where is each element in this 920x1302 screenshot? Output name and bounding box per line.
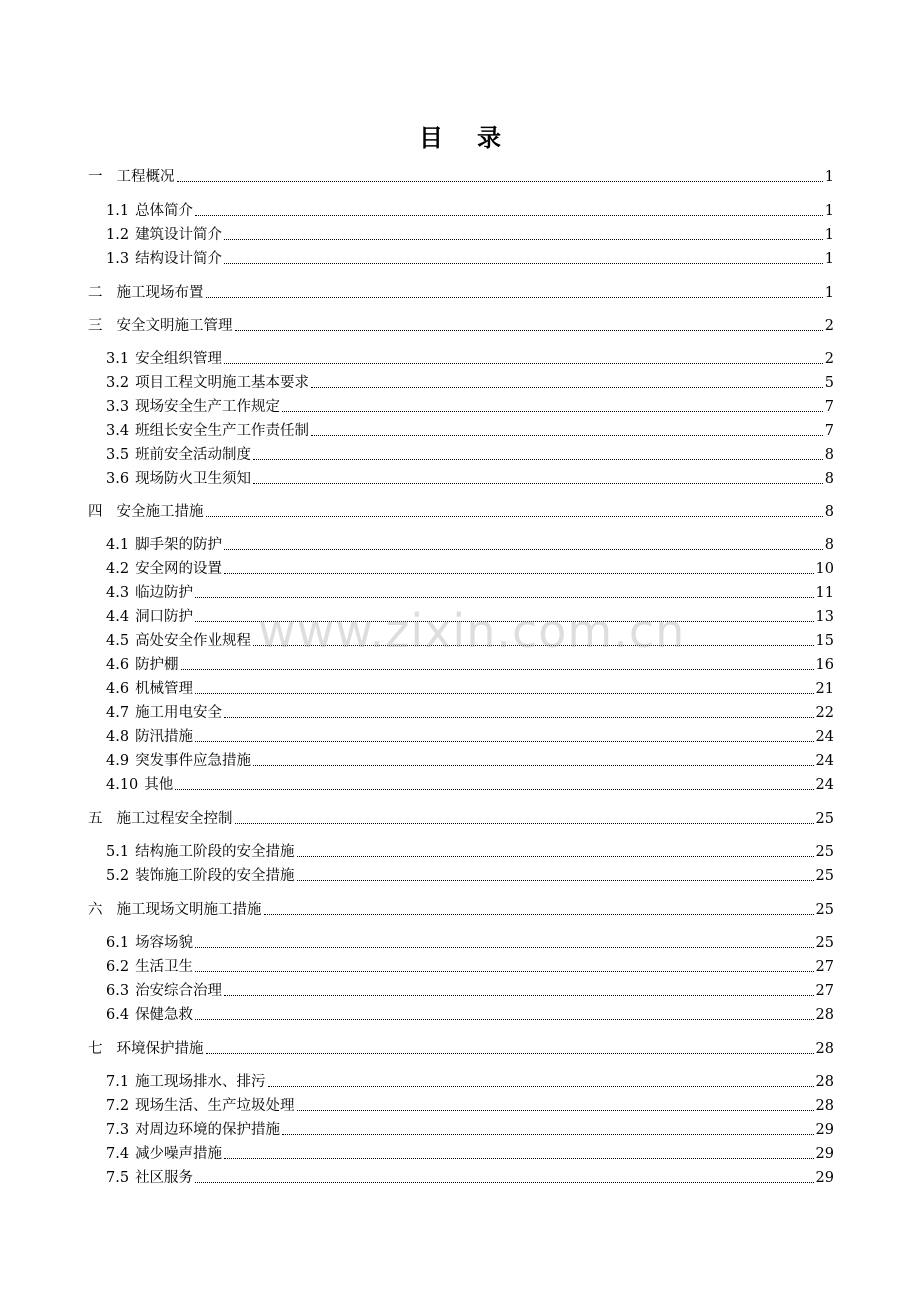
toc-entry-page: 1 — [824, 227, 834, 243]
toc-dot-leader — [264, 913, 814, 915]
toc-dot-leader — [206, 1052, 814, 1054]
toc-dot-leader — [253, 482, 823, 484]
toc-entry-page: 29 — [815, 1122, 834, 1138]
toc-entry-number: 6.1 — [106, 935, 130, 951]
toc-entry[interactable] — [106, 979, 834, 1001]
toc-entry-number: 4.2 — [106, 561, 130, 577]
toc-entry[interactable] — [106, 395, 834, 417]
toc-entry-number: 1.1 — [106, 203, 130, 219]
toc-entry-number: 五 — [88, 811, 103, 827]
toc-entry-page: 28 — [815, 1007, 834, 1023]
toc-entry-page: 8 — [824, 447, 834, 463]
toc-dot-leader — [282, 410, 823, 412]
toc-entry-number: 4.7 — [106, 705, 130, 721]
toc-entry-page: 25 — [815, 935, 834, 951]
toc-dot-leader — [195, 214, 823, 216]
toc-entry-label: 安全网的设置 — [135, 561, 223, 577]
toc-entry-label: 环境保护措施 — [116, 1041, 204, 1057]
toc-entry-label: 结构施工阶段的安全措施 — [135, 844, 295, 860]
toc-entry-label: 机械管理 — [135, 681, 194, 697]
toc-dot-leader — [206, 515, 823, 517]
toc-entry[interactable] — [106, 223, 834, 245]
toc-entry-label: 建筑设计简介 — [135, 227, 223, 243]
toc-entry[interactable] — [106, 347, 834, 369]
toc-entry-page: 25 — [815, 902, 834, 918]
toc-dot-leader — [297, 879, 814, 881]
toc-entry-page: 28 — [815, 1041, 834, 1057]
toc-entry-page: 27 — [815, 983, 834, 999]
toc-entry[interactable] — [106, 1003, 834, 1025]
toc-entry[interactable] — [88, 314, 834, 336]
toc-entry-page: 15 — [815, 633, 834, 649]
toc-entry-label: 装饰施工阶段的安全措施 — [135, 868, 295, 884]
toc-dot-leader — [224, 238, 823, 240]
toc-entry[interactable] — [88, 500, 834, 522]
toc-entry[interactable] — [106, 864, 834, 886]
toc-entry-number: 四 — [88, 504, 103, 520]
toc-entry-label: 安全文明施工管理 — [116, 318, 233, 334]
watermark: www.zixin.com.cn — [258, 604, 686, 658]
toc-entry-number: 3.2 — [106, 375, 130, 391]
toc-entry-number: 1.2 — [106, 227, 130, 243]
toc-entry-page: 21 — [815, 681, 834, 697]
toc-entry-label: 施工过程安全控制 — [116, 811, 233, 827]
toc-entry-page: 11 — [815, 585, 834, 601]
toc-entry-number: 六 — [88, 902, 103, 918]
toc-entry-label: 现场生活、生产垃圾处理 — [135, 1098, 295, 1114]
toc-dot-leader — [224, 548, 823, 550]
toc-dot-leader — [224, 362, 823, 364]
toc-entry-page: 27 — [815, 959, 834, 975]
toc-entry-label: 施工现场布置 — [116, 285, 204, 301]
toc-entry-page: 7 — [824, 399, 834, 415]
toc-entry-page: 8 — [824, 504, 834, 520]
toc-entry-page: 8 — [824, 471, 834, 487]
toc-entry[interactable] — [88, 1037, 834, 1059]
toc-dot-leader — [235, 329, 823, 331]
toc-entry-number: 7.2 — [106, 1098, 130, 1114]
toc-entry[interactable] — [106, 840, 834, 862]
toc-entry[interactable] — [106, 199, 834, 221]
toc-entry[interactable] — [106, 247, 834, 269]
toc-dot-leader — [268, 1085, 814, 1087]
toc-dot-leader — [311, 386, 823, 388]
toc-entry[interactable] — [106, 533, 834, 555]
toc-entry-number: 3.4 — [106, 423, 130, 439]
toc-dot-leader — [282, 1133, 813, 1135]
toc-entry-label: 总体简介 — [135, 203, 194, 219]
toc-entry-number: 7.5 — [106, 1170, 130, 1186]
toc-entry-label: 其他 — [144, 777, 174, 793]
toc-entry[interactable] — [106, 725, 834, 747]
toc-entry[interactable] — [106, 1070, 834, 1092]
toc-dot-leader — [177, 180, 823, 182]
toc-entry-number: 7.3 — [106, 1122, 130, 1138]
toc-entry-page: 7 — [824, 423, 834, 439]
toc-entry-label: 工程概况 — [116, 169, 175, 185]
toc-entry-label: 社区服务 — [135, 1170, 194, 1186]
toc-entry-page: 1 — [824, 251, 834, 267]
toc-entry[interactable] — [106, 701, 834, 723]
toc-entry-label: 项目工程文明施工基本要求 — [135, 375, 310, 391]
toc-dot-leader — [224, 572, 813, 574]
toc-entry-label: 现场防火卫生须知 — [135, 471, 252, 487]
toc-dot-leader — [195, 946, 813, 948]
toc-entry-page: 25 — [815, 811, 834, 827]
toc-dot-leader — [224, 994, 813, 996]
toc-entry-number: 3.6 — [106, 471, 130, 487]
toc-entry[interactable] — [106, 581, 834, 603]
toc-dot-leader — [311, 434, 823, 436]
toc-dot-leader — [175, 788, 813, 790]
toc-dot-leader — [195, 596, 813, 598]
toc-entry-page: 16 — [815, 657, 834, 673]
toc-entry-label: 现场安全生产工作规定 — [135, 399, 281, 415]
toc-entry-page: 10 — [815, 561, 834, 577]
toc-entry-page: 13 — [815, 609, 834, 625]
toc-entry-label: 安全施工措施 — [116, 504, 204, 520]
toc-entry-number: 6.3 — [106, 983, 130, 999]
toc-entry-number: 3.1 — [106, 351, 130, 367]
toc-dot-leader — [224, 716, 813, 718]
toc-entry-label: 施工现场排水、排污 — [135, 1074, 266, 1090]
toc-entry-page: 25 — [815, 868, 834, 884]
toc-entry-page: 29 — [815, 1146, 834, 1162]
toc-entry-label: 班前安全活动制度 — [135, 447, 252, 463]
toc-entry-label: 对周边环境的保护措施 — [135, 1122, 281, 1138]
title-char-1: 目 — [419, 123, 443, 152]
toc-entry[interactable] — [88, 898, 834, 920]
toc-entry-page: 22 — [815, 705, 834, 721]
toc-entry[interactable] — [106, 677, 834, 699]
toc-entry-label: 防护棚 — [135, 657, 179, 673]
toc-entry-label: 施工用电安全 — [135, 705, 223, 721]
toc-entry[interactable] — [88, 807, 834, 829]
toc-entry-label: 安全组织管理 — [135, 351, 223, 367]
toc-entry-number: 4.9 — [106, 753, 130, 769]
toc-entry[interactable] — [106, 1166, 834, 1188]
toc-entry-label: 施工现场文明施工措施 — [116, 902, 262, 918]
toc-entry[interactable] — [106, 749, 834, 771]
toc-entry-label: 脚手架的防护 — [135, 537, 223, 553]
toc-entry-number: 4.6 — [106, 657, 130, 673]
page-title — [0, 118, 920, 153]
toc-dot-leader — [181, 668, 814, 670]
toc-entry-number: 4.8 — [106, 729, 130, 745]
toc-entry-page: 28 — [815, 1074, 834, 1090]
toc-entry-number: 7.4 — [106, 1146, 130, 1162]
toc-entry[interactable] — [106, 419, 834, 441]
toc-entry-number: 6.2 — [106, 959, 130, 975]
toc-entry[interactable] — [106, 467, 834, 489]
toc-entry[interactable] — [106, 1142, 834, 1164]
toc-dot-leader — [297, 1109, 814, 1111]
toc-entry-page: 28 — [815, 1098, 834, 1114]
toc-entry-page: 1 — [824, 285, 834, 301]
toc-entry[interactable] — [88, 165, 834, 187]
toc-entry-page: 25 — [815, 844, 834, 860]
toc-entry-label: 场容场貌 — [135, 935, 194, 951]
toc-entry[interactable] — [106, 557, 834, 579]
toc-dot-leader — [253, 458, 823, 460]
toc-entry[interactable] — [88, 281, 834, 303]
toc-dot-leader — [224, 262, 823, 264]
toc-entry-number: 5.2 — [106, 868, 130, 884]
toc-entry-label: 洞口防护 — [135, 609, 194, 625]
toc-dot-leader — [195, 740, 813, 742]
toc-entry-label: 防汛措施 — [135, 729, 194, 745]
toc-entry-page: 29 — [815, 1170, 834, 1186]
toc-entry[interactable] — [106, 371, 834, 393]
toc-entry-page: 1 — [824, 169, 834, 185]
toc-dot-leader — [195, 970, 813, 972]
toc-entry-number: 4.6 — [106, 681, 130, 697]
toc-dot-leader — [195, 1018, 813, 1020]
toc-entry-label: 保健急救 — [135, 1007, 194, 1023]
toc-entry-page: 1 — [824, 203, 834, 219]
toc-entry-page: 24 — [815, 729, 834, 745]
title-char-2: 录 — [477, 123, 501, 152]
toc-entry-page: 2 — [824, 351, 834, 367]
toc-dot-leader — [235, 822, 814, 824]
toc-entry-label: 结构设计简介 — [135, 251, 223, 267]
toc-dot-leader — [253, 764, 813, 766]
toc-entry-number: 4.5 — [106, 633, 130, 649]
toc-entry-number: 三 — [88, 318, 103, 334]
toc-entry-label: 治安综合治理 — [135, 983, 223, 999]
toc-entry-number: 7.1 — [106, 1074, 130, 1090]
toc-entry[interactable] — [106, 443, 834, 465]
toc-entry-number: 3.5 — [106, 447, 130, 463]
toc-entry[interactable] — [106, 955, 834, 977]
toc-entry-number: 6.4 — [106, 1007, 130, 1023]
toc-dot-leader — [195, 1181, 813, 1183]
toc-entry-number: 1.3 — [106, 251, 130, 267]
toc-entry-number: 4.1 — [106, 537, 130, 553]
toc-entry-number: 4.3 — [106, 585, 130, 601]
toc-entry-number: 一 — [88, 169, 103, 185]
toc-entry-number: 4.10 — [106, 777, 139, 793]
toc-entry[interactable] — [106, 1118, 834, 1140]
toc-entry-number: 3.3 — [106, 399, 130, 415]
toc-entry-label: 生活卫生 — [135, 959, 194, 975]
toc-entry[interactable] — [106, 773, 834, 795]
toc-entry-label: 突发事件应急措施 — [135, 753, 252, 769]
toc-entry-page: 24 — [815, 777, 834, 793]
toc-entry-number: 二 — [88, 285, 103, 301]
toc-entry[interactable] — [106, 931, 834, 953]
toc-entry-page: 24 — [815, 753, 834, 769]
toc-entry-page: 5 — [824, 375, 834, 391]
toc-entry-label: 高处安全作业规程 — [135, 633, 252, 649]
toc-dot-leader — [206, 296, 823, 298]
toc-entry-label: 班组长安全生产工作责任制 — [135, 423, 310, 439]
toc-entry-number: 5.1 — [106, 844, 130, 860]
toc-entry-number: 4.4 — [106, 609, 130, 625]
toc-entry-page: 8 — [824, 537, 834, 553]
toc-entry-number: 七 — [88, 1041, 103, 1057]
toc-dot-leader — [297, 855, 814, 857]
toc-entry-label: 临边防护 — [135, 585, 194, 601]
toc-entry-label: 减少噪声措施 — [135, 1146, 223, 1162]
toc-entry[interactable] — [106, 1094, 834, 1116]
toc-entry-page: 2 — [824, 318, 834, 334]
toc-dot-leader — [195, 692, 813, 694]
toc-dot-leader — [224, 1157, 813, 1159]
